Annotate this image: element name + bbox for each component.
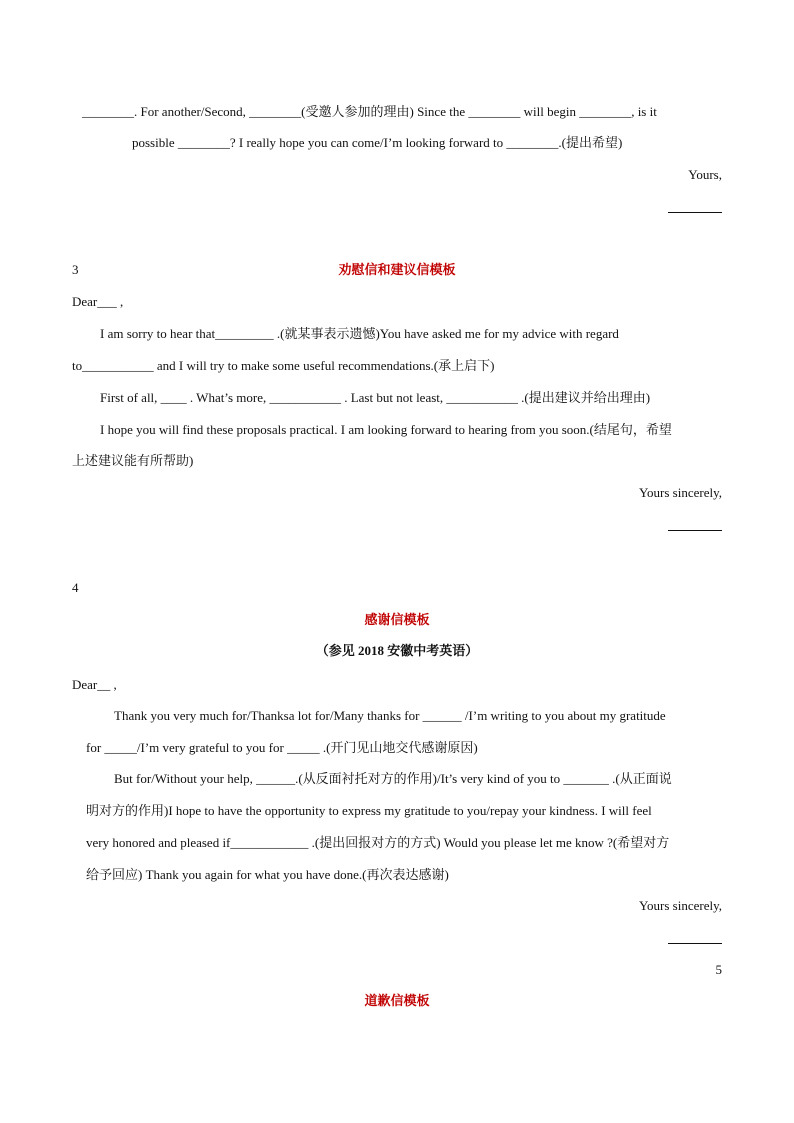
salutation: Dear___ , xyxy=(72,294,124,309)
paragraph-line: I am sorry to hear that_________ .(就某事表示遗憾)You have asked me for my advice with regard xyxy=(100,326,619,341)
section-number: 3 xyxy=(72,262,79,277)
paragraph-line: I hope you will find these proposals practical. I am looking forward to hearing from you soon.(结尾句，希望 xyxy=(100,422,672,437)
closing: Yours sincerely, xyxy=(638,898,722,913)
salutation: Dear__ , xyxy=(72,677,117,692)
section-number: 4 xyxy=(72,580,79,595)
closing: Yours sincerely, xyxy=(638,485,722,500)
paragraph-line: First of all, ____ . What’s more, ___________ . Last but not least, ___________ .(提出建议并给出理由) xyxy=(100,390,651,405)
text-line: possible ________? I really hope you can come/I’m looking forward to ________.(提出希望) xyxy=(132,135,623,150)
section-subtitle: （参见 2018 安徽中考英语） xyxy=(315,643,479,658)
closing: Yours, xyxy=(688,167,722,182)
paragraph-line: to___________ and I will try to make some useful recommendations.(承上启下) xyxy=(72,358,495,373)
signature-line xyxy=(668,530,722,531)
section-title: 劝慰信和建议信模板 xyxy=(338,262,456,277)
paragraph-line: 给予回应) Thank you again for what you have done.(再次表达感谢) xyxy=(86,867,449,882)
text-line: ________. For another/Second, ________(受邀人参加的理由) Since the ________ will begin ________, is it xyxy=(82,104,657,119)
paragraph-line: for _____/I’m very grateful to you for _____ .(开门见山地交代感谢原因) xyxy=(86,740,478,755)
section-number: 5 xyxy=(715,962,722,977)
section-title: 道歉信模板 xyxy=(364,993,430,1008)
paragraph-line: 上述建议能有所帮助) xyxy=(72,453,194,468)
paragraph-line: very honored and pleased if____________ .(提出回报对方的方式) Would you please let me know ?(希望对方 xyxy=(86,835,670,850)
section-title: 感谢信模板 xyxy=(364,612,430,627)
paragraph-line: But for/Without your help, ______.(从反面衬托对方的作用)/It’s very kind of you to _______ .(从正面说 xyxy=(114,771,672,786)
signature-line xyxy=(668,212,722,213)
paragraph-line: Thank you very much for/Thanksa lot for/Many thanks for ______ /I’m writing to you about my gratitude xyxy=(114,708,666,723)
signature-line xyxy=(668,943,722,944)
paragraph-line: 明对方的作用)I hope to have the opportunity to express my gratitude to you/repay your kindness. I will feel xyxy=(86,803,652,818)
